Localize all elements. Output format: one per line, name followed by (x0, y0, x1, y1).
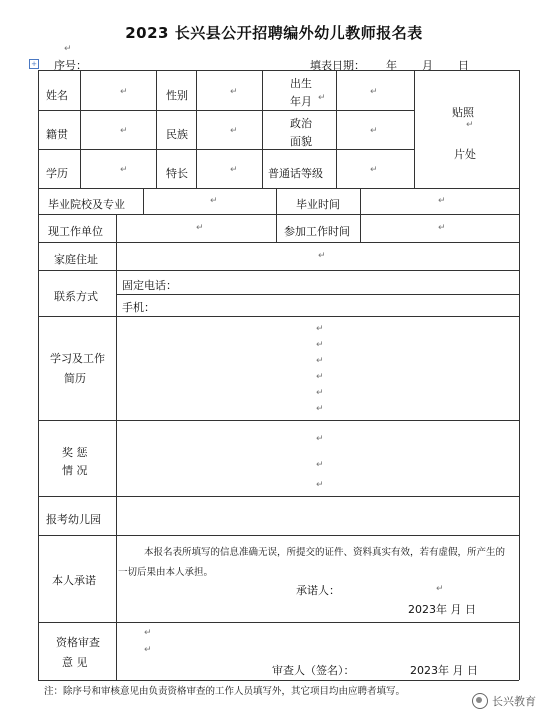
table-border-left (38, 70, 39, 680)
landline-label: 固定电话： (122, 279, 177, 292)
paragraph-mark: ↵ (436, 584, 444, 594)
paragraph-mark: ↵ (230, 87, 238, 97)
paragraph-mark: ↵ (316, 372, 324, 382)
birth-label-2: 年月 (290, 95, 312, 108)
paragraph-mark: ↵ (230, 126, 238, 136)
pledge-text-line-2: 一切后果由本人承担。 (118, 567, 214, 578)
review-label: 资格审查 (56, 636, 100, 649)
birth-label: 出生 (290, 77, 312, 90)
review-field[interactable] (118, 624, 518, 658)
specialty-label: 特长 (166, 167, 188, 180)
serial-label: 序号： (54, 59, 87, 72)
col-line (116, 242, 117, 680)
paragraph-mark: ↵ (466, 120, 474, 130)
paragraph-mark: ↵ (318, 251, 326, 261)
row-line (38, 270, 519, 271)
pledge-date: 2023年 月 日 (408, 603, 476, 616)
reviewer-label: 审查人（签名）： (272, 664, 355, 677)
paragraph-mark: ↵ (230, 165, 238, 175)
gender-label: 性别 (166, 89, 188, 102)
paragraph-mark: ↵ (316, 480, 324, 490)
paragraph-mark: ↵ (370, 126, 378, 136)
paragraph-mark: ↵ (316, 324, 324, 334)
paragraph-mark: ↵ (64, 44, 72, 54)
table-border-top (38, 70, 519, 71)
row-line (38, 496, 519, 497)
row-line (116, 294, 519, 295)
landline-field[interactable] (186, 272, 518, 293)
name-field[interactable] (82, 72, 155, 109)
col-line (80, 70, 81, 188)
fill-date-label: 填表日期： (310, 59, 365, 72)
contact-label: 联系方式 (54, 290, 98, 303)
paragraph-mark: ↵ (316, 356, 324, 366)
col-line (156, 70, 157, 188)
awards-label-2: 情 况 (62, 464, 88, 477)
table-border-right (519, 70, 520, 680)
watermark-text: 长兴教育 (492, 695, 536, 708)
table-border-bottom (38, 680, 519, 681)
row-line (38, 316, 519, 317)
row-line (38, 242, 519, 243)
col-line (276, 188, 277, 242)
mandarin-label: 普通话等级 (268, 167, 323, 180)
resume-label-2: 简历 (64, 372, 86, 385)
month-label: 月 (422, 59, 433, 72)
home-address-label: 家庭住址 (54, 253, 98, 266)
paragraph-mark: ↵ (438, 223, 446, 233)
col-line (262, 70, 263, 188)
paragraph-mark: ↵ (120, 87, 128, 97)
resume-label: 学习及工作 (50, 352, 105, 365)
awards-label: 奖 惩 (62, 446, 88, 459)
name-label: 姓名 (46, 89, 68, 102)
col-line (336, 70, 337, 188)
paragraph-mark: ↵ (370, 165, 378, 175)
paragraph-mark: ↵ (316, 388, 324, 398)
kindergarten-label: 报考幼儿园 (46, 513, 101, 526)
education-label: 学历 (46, 167, 68, 180)
pledge-label: 本人承诺 (52, 574, 96, 587)
paragraph-mark: ↵ (144, 628, 152, 638)
review-label-2: 意 见 (62, 656, 88, 669)
work-start-label: 参加工作时间 (284, 225, 350, 238)
row-line (38, 622, 519, 623)
col-line (414, 70, 415, 188)
table-move-handle-icon[interactable]: + (29, 59, 39, 69)
day-label: 日 (458, 59, 469, 72)
paragraph-mark: ↵ (120, 126, 128, 136)
political-label: 政治 (290, 117, 312, 130)
paragraph-mark: ↵ (120, 165, 128, 175)
paragraph-mark: ↵ (316, 434, 324, 444)
col-line (196, 70, 197, 188)
year-label: 年 (386, 59, 397, 72)
col-line (143, 188, 144, 214)
native-place-field[interactable] (82, 112, 155, 148)
kindergarten-field[interactable] (118, 498, 518, 534)
paragraph-mark: ↵ (438, 196, 446, 206)
paragraph-mark: ↵ (196, 223, 204, 233)
col-line (116, 214, 117, 242)
graduate-school-label: 毕业院校及专业 (48, 198, 125, 211)
paragraph-mark: ↵ (316, 340, 324, 350)
education-field[interactable] (82, 151, 155, 187)
political-label-2: 面貌 (290, 135, 312, 148)
paragraph-mark: ↵ (144, 645, 152, 655)
paragraph-mark: ↵ (370, 87, 378, 97)
paragraph-mark: ↵ (210, 196, 218, 206)
row-line (38, 149, 414, 150)
pledger-label: 承诺人： (296, 584, 340, 597)
row-line (38, 420, 519, 421)
paragraph-mark: ↵ (316, 404, 324, 414)
mobile-field[interactable] (160, 296, 518, 315)
current-employer-label: 现工作单位 (48, 225, 103, 238)
pledge-text-line-1: 本报名表所填写的信息准确无误，所提交的证件、资料真实有效，若有虚假，所产生的 (144, 547, 506, 558)
footer-note: 注：除序号和审核意见由负责资格审查的工作人员填写外，其它项目均由应聘者填写。 (44, 686, 406, 697)
graduate-time-label: 毕业时间 (296, 198, 340, 211)
paragraph-mark: ↵ (316, 460, 324, 470)
ethnicity-label: 民族 (166, 128, 188, 141)
paragraph-mark: ↵ (318, 93, 326, 103)
photo-label: 贴照 (452, 106, 474, 119)
col-line (360, 188, 361, 242)
row-line (38, 214, 519, 215)
page-title: 2023 长兴县公开招聘编外幼儿教师报名表 (125, 24, 423, 42)
review-date: 2023年 月 日 (410, 664, 478, 677)
row-line (38, 110, 414, 111)
row-line (38, 535, 519, 536)
watermark (472, 693, 536, 709)
wechat-icon (472, 693, 488, 709)
native-place-label: 籍贯 (46, 128, 68, 141)
photo-label-2: 片处 (454, 148, 476, 161)
row-line (38, 188, 519, 189)
mobile-label: 手机： (122, 301, 155, 314)
